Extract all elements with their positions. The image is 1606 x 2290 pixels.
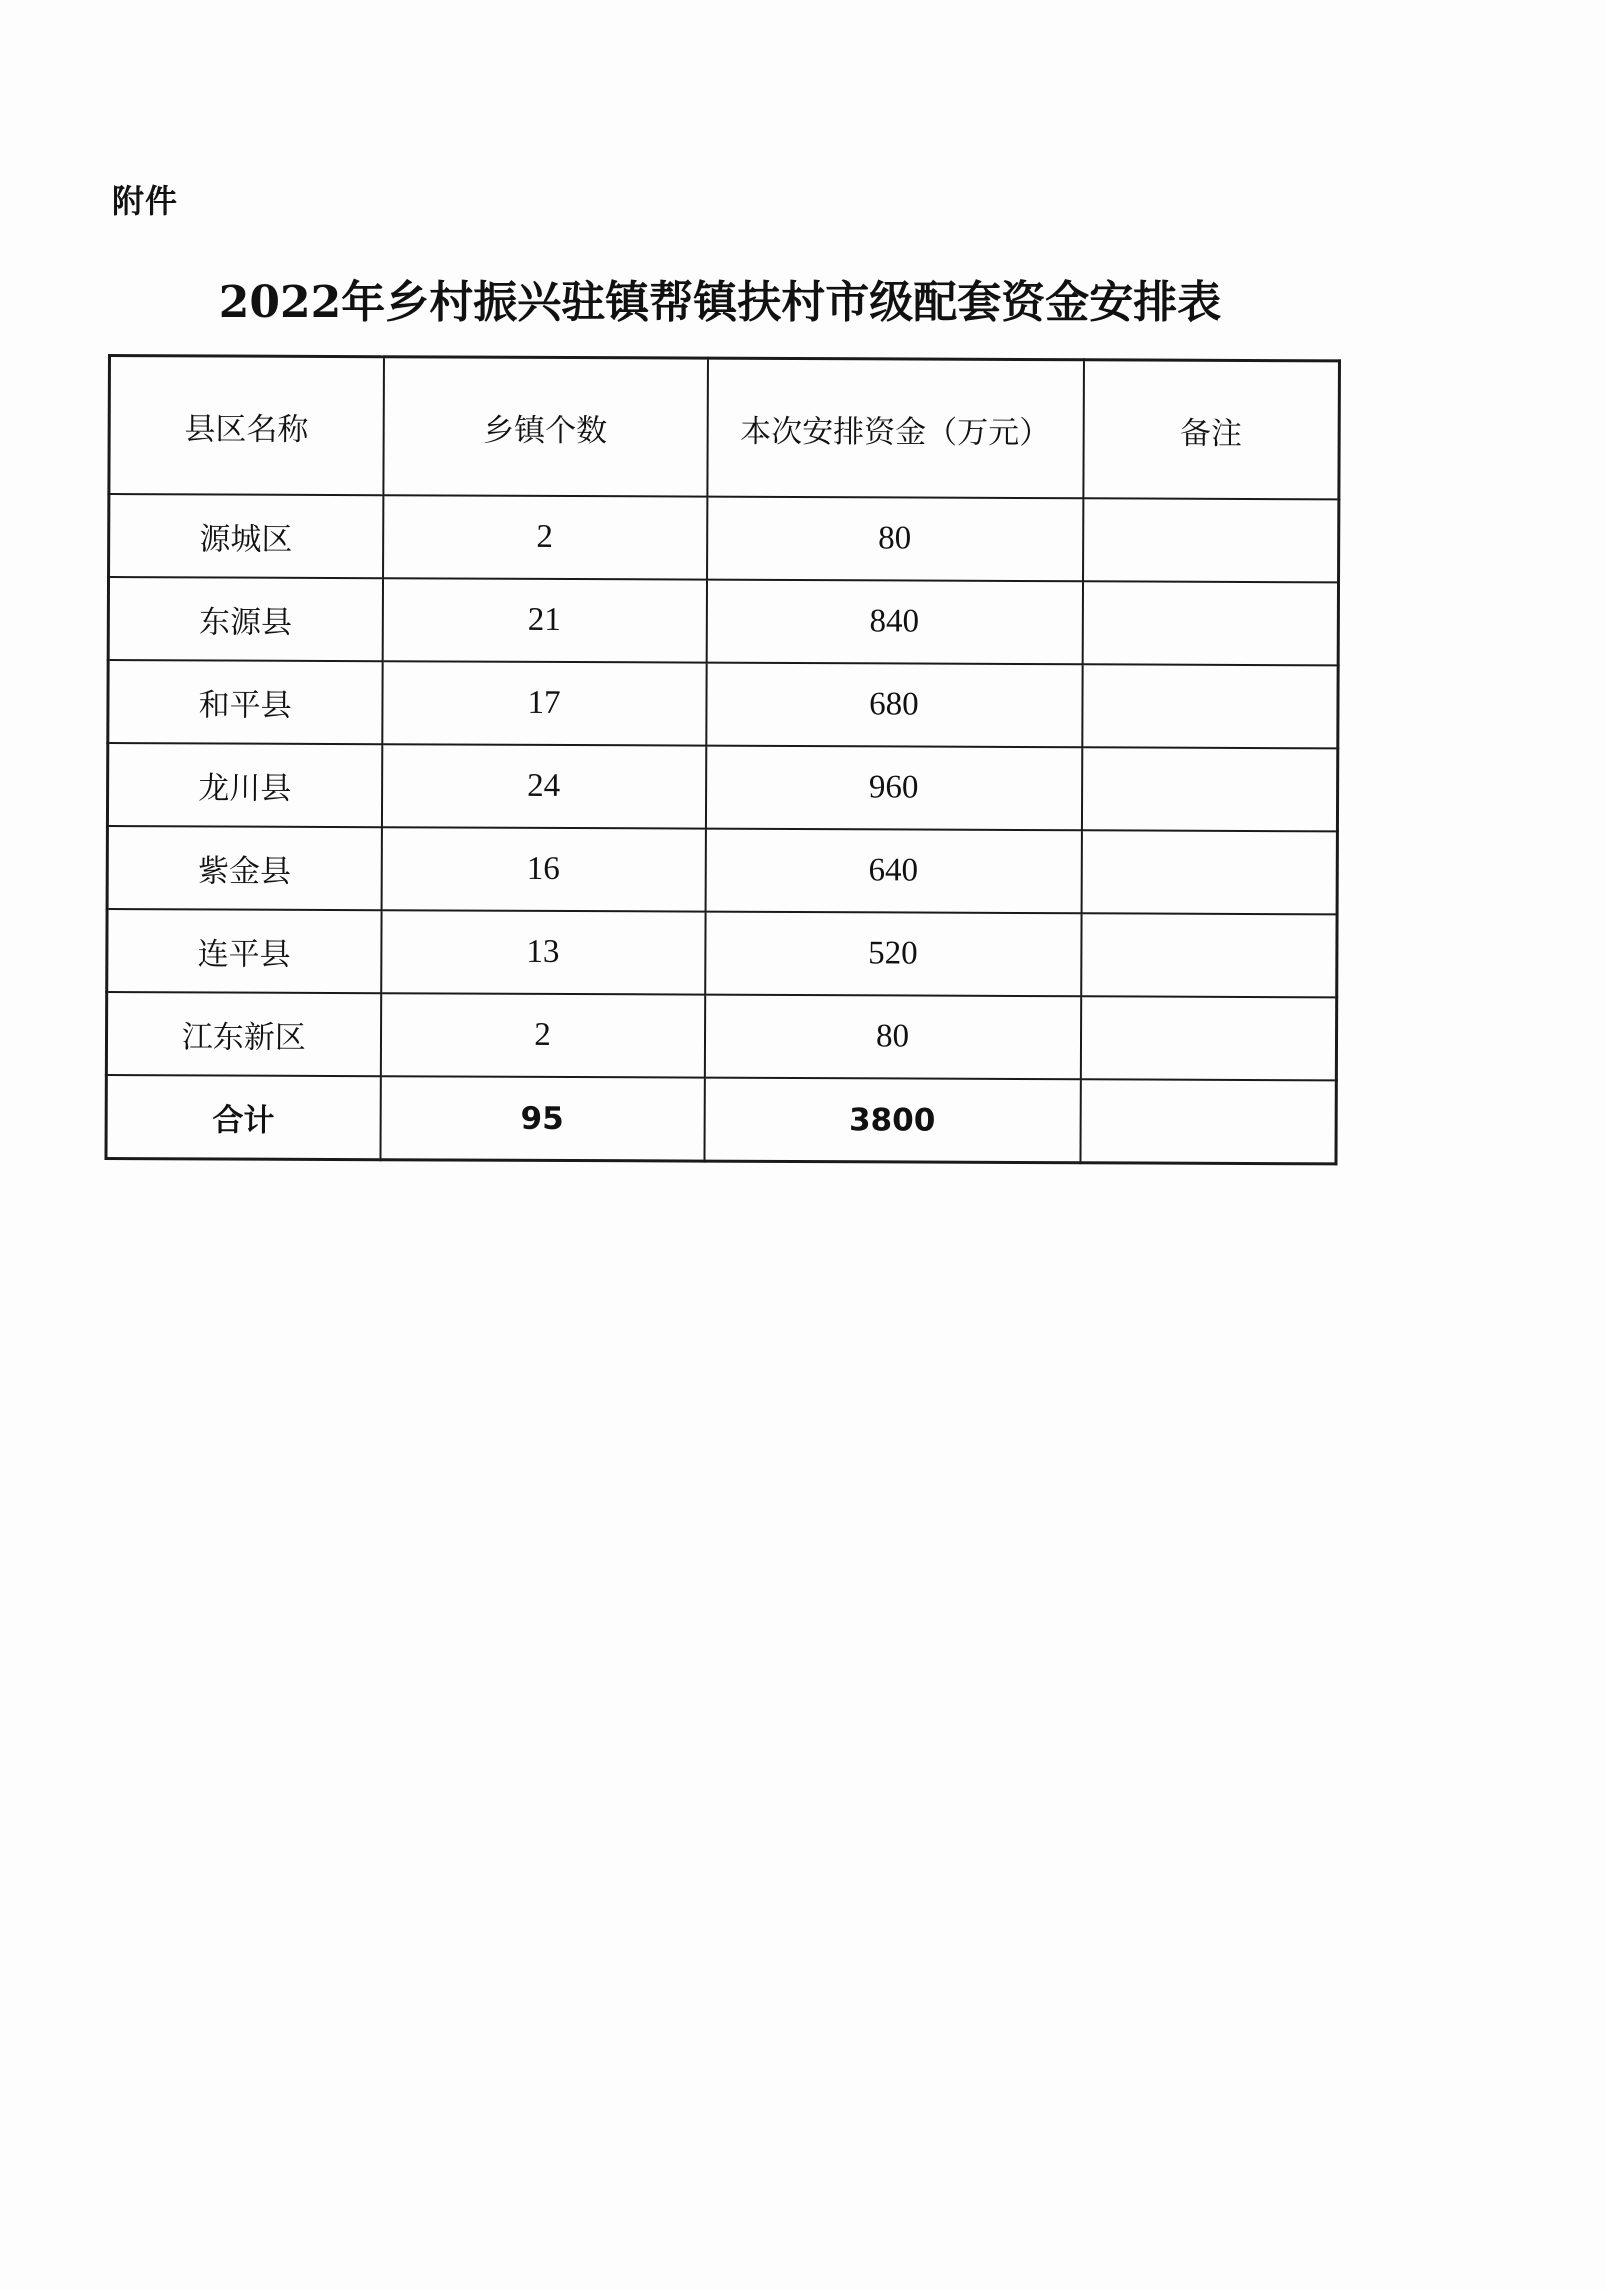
cell-county: 龙川县 bbox=[107, 743, 381, 827]
table-row bbox=[107, 909, 1337, 997]
cell-towns: 17 bbox=[382, 661, 706, 745]
cell-county: 连平县 bbox=[107, 909, 381, 993]
cell-remark bbox=[1081, 747, 1337, 831]
cell-county: 江东新区 bbox=[106, 992, 380, 1076]
fund-allocation-table-wrap bbox=[104, 354, 1338, 1165]
cell-towns: 16 bbox=[381, 827, 705, 911]
table-row bbox=[109, 494, 1339, 582]
total-towns: 95 bbox=[380, 1076, 704, 1161]
header-remarks: 备注 bbox=[1083, 360, 1340, 500]
cell-funds: 80 bbox=[707, 497, 1083, 582]
table-row bbox=[107, 826, 1337, 914]
table-row bbox=[106, 992, 1336, 1080]
table-total-row bbox=[106, 1075, 1336, 1164]
cell-funds: 680 bbox=[706, 663, 1082, 748]
table-row bbox=[107, 743, 1337, 831]
header-allocated-funds: 本次安排资金（万元） bbox=[707, 358, 1084, 498]
total-funds: 3800 bbox=[704, 1078, 1080, 1163]
cell-remark bbox=[1082, 581, 1338, 665]
table-row bbox=[108, 660, 1338, 748]
cell-county: 和平县 bbox=[108, 660, 382, 744]
cell-remark bbox=[1081, 830, 1337, 914]
cell-funds: 840 bbox=[706, 580, 1082, 665]
header-county-name: 县区名称 bbox=[109, 356, 384, 496]
cell-towns: 24 bbox=[381, 744, 705, 828]
cell-county: 源城区 bbox=[109, 494, 383, 578]
document-title: 2022年乡村振兴驻镇帮镇扶村市级配套资金安排表 bbox=[218, 277, 1222, 328]
fund-allocation-table bbox=[104, 354, 1341, 1165]
cell-remark bbox=[1081, 913, 1337, 997]
cell-remark bbox=[1083, 498, 1339, 582]
attachment-label: 附件 bbox=[112, 182, 179, 220]
cell-county: 紫金县 bbox=[107, 826, 381, 910]
cell-towns: 2 bbox=[380, 993, 704, 1077]
cell-funds: 640 bbox=[705, 829, 1081, 914]
cell-funds: 80 bbox=[704, 995, 1080, 1080]
table-row bbox=[108, 577, 1338, 665]
cell-remark bbox=[1080, 996, 1336, 1080]
cell-funds: 520 bbox=[705, 912, 1081, 997]
total-remark bbox=[1080, 1079, 1336, 1164]
cell-funds: 960 bbox=[705, 746, 1081, 831]
table-header-row bbox=[109, 356, 1340, 500]
cell-towns: 13 bbox=[381, 910, 705, 994]
cell-towns: 21 bbox=[382, 578, 706, 662]
cell-county: 东源县 bbox=[108, 577, 382, 661]
total-label: 合计 bbox=[106, 1075, 380, 1160]
header-town-count: 乡镇个数 bbox=[383, 357, 708, 497]
cell-remark bbox=[1082, 664, 1338, 748]
cell-towns: 2 bbox=[383, 495, 707, 579]
